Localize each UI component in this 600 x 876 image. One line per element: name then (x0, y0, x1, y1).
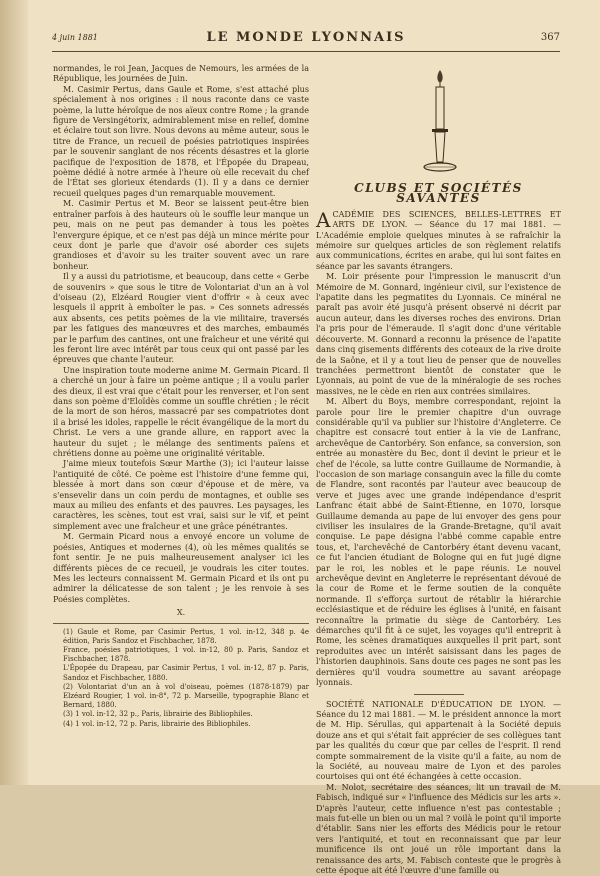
paragraph: Une inspiration toute moderne anime M. Germain Picard. Il a cherché un jour à faire un poème antique ; il a voulu parler des dieux, il est vrai que c'était pour les renverser, et l'on sent dans son poème d'Eloïdès comme un souffle chrétien ; le récit de la mort de son héros, massacré par ses compatriotes dont il a brisé les idoles, rappelle le récit évangélique de la mort du Christ. Le vers a une grande allure, en rapport avec la hauteur du sujet ; le mélange des sentiments païens et chrétiens donne au poème une originalité véritable. (53, 365, 309, 459)
paragraph-text: CADÉMIE DES SCIENCES, BELLES-LETTRES ET ARTS DE LYON. — Séance du 17 mai 1881. — L'Académie emploie quelques minutes à se rafraîchir la mémoire sur quelques articles de son règlement relatifs aux communications, écrites en arabe, qui lui sont faites en séance par les savants étrangers. (316, 209, 561, 271)
page-number: 367 (540, 32, 560, 43)
footnote: France, poésies patriotiques, 1 vol. in-12, 80 p. Paris, Sandoz et Fischbacher, 1878. (63, 645, 309, 664)
page-header (52, 30, 560, 48)
section-title: CLUBS ET SOCIÉTÉS SAVANTES (354, 181, 523, 206)
footnote: (3) 1 vol. in-12, 32 p., Paris, librairie des Bibliophiles. (63, 710, 253, 719)
footnote: (2) Volontariat d'un an à vol d'oiseau, poèmes (1878-1879) par Elzéard Rougier, 1 vol. in-8°, 72 p. Marseille, typographie Blanc et Bernard, 1880. (63, 682, 309, 710)
candlestick-icon (420, 68, 460, 178)
left-column (53, 64, 309, 729)
section-divider (414, 694, 464, 695)
paragraph: normandes, le roi Jean, Jacques de Nemours, les armées de la République, les journées de Juin. (53, 64, 309, 84)
footnote-rule (53, 623, 309, 624)
paragraph: M. Nolot, secrétaire des séances, lit un travail de M. Fabisch, indiqué sur « l'influence des Médicis sur les arts ». D'après l'auteur, cette influence n'est pas contestable ; mais fut-elle un bien ou un mal ? voilà le point qu'il importe d'établir. Sans nier les efforts des Médicis pour le retour vers l'antiquité, et tout en reconnaissant que par leur munificence ils ont joué un rôle important dans la renaissance des arts, M. Fabisch conteste que le progrès à cette époque ait été l'œuvre d'une famille ou (316, 782, 561, 875)
paragraph: M. Casimir Pertus, dans Gaule et Rome, s'est attaché plus spécialement à nos origines : il nous raconte dans ce vaste poème, la lutte héroïque de nos aïeux contre Rome ; la grande figure de Versingétorix, admirablement mise en relief, domine et éclaire tout son livre. Nous devons au même auteur, sous le titre de France, un recueil de poésies patriotiques inspirées par le souvenir sanglant de nos récents désastres et la glorie pacifique de l'exposition de 1878, et l'Épopée du Drapeau, poème dédié à notre armée à l'heure où elle recevait du chef de l'État ses glorieux étendards (1). Il y a dans ce dernier recueil quelques pages d'un remarquable mouvement. (53, 84, 309, 198)
paragraph: J'aime mieux toutefois Sœur Marthe (3); ici l'auteur laisse l'antiquité de côté. Ce poème est l'histoire d'une femme qui, blessée à mort dans son cœur d'épouse et de mère, va s'ensevelir dans un coin perdu de montagnes, et oublie ses maux au milieu des enfants et des pauvres. Les paysages, les caractères, les scènes, tout est vrai, saisi sur le vif, et peint simplement avec une fraîcheur et une grâce pénétrantes. (53, 459, 309, 531)
footnotes (53, 628, 309, 729)
page-fold-shadow (0, 0, 28, 785)
signature: X. (176, 608, 186, 618)
candle-illustration (316, 64, 561, 179)
header-date: 4 juin 1881 (52, 33, 98, 42)
footnote: (1) Gaule et Rome, par Casimir Pertus, 1 vol. in-12, 348 p. 4e édition, Paris Sandoz et Fischbacher, 1878. (63, 627, 309, 645)
right-column (316, 64, 561, 876)
header-rule (52, 51, 560, 52)
footnote: L'Épopée du Drapeau, par Casimir Pertus, 1 vol. in-12, 87 p. Paris, Sandoz et Fischbacher, 1880. (63, 664, 309, 682)
footnote: (4) 1 vol. in-12, 72 p. Paris, librairie des Bibliophiles. (63, 719, 251, 728)
paragraph: M. Albert du Boys, membre correspondant, rejoint la parole pour lire le premier chapitre d'un ouvrage considérable qu'il va publier sur l'histoire d'Angleterre. Ce chapitre est consacré tout entier à la vie de Lanfranc, archevêque de Cantorbéry. Son enfance, sa conversion, son entrée au monastère du Bec, dont il devint le prieur et le chef de l'école, sa lutte contre Guillaume de Normandie, à l'occasion de son mariage consanguin avec la fille du comte de Flandre, sont racontés par l'auteur avec beaucoup de verve et juges avec une grande indépendance d'esprit Lanfranc était abbé de Saint-Étienne, en 1070, lorsque Guillaume demanda au pape de lui envoyer des gens pour civiliser les insulaires de la Grande-Bretagne, qu'il avait conquise. Le pape désigna l'abbé comme capable entre tous, et, l'archevêché de Cantorbéry étant devenu vacant, ce fut l'ancien étudiant de Bologne qui en fut jugé digne par le roi, les nobles et le pape réunis. Le nouvel archevêque devint en Angleterre le représentant dévoué de la cour de Rome et le ferme soutien de la conquête normande. Il s'efforça surtout de rétablir la hiérarchie ecclésiastique et de réduire les églises à l'unité, en faisant reconnaître la primatie du siège de Cantorbéry. Les démarches qu'il fit à ce sujet, les voyages qu'il entreprit à Rome, les scènes dramatiques auxquelles il prit part, sont reproduites avec un intérêt saisissant dans les pages de l'historien dauphinois. Sans doute ces pages ne sont pas les dernières qu'il voudra soumettre au savant aréopage lyonnais. (316, 397, 561, 688)
drop-cap: A (316, 207, 331, 232)
paragraph: Il y a aussi du patriotisme, et beaucoup, dans cette « Gerbe de souvenirs » que sous le titre de Volontariat d'un an à vol d'oiseau (2), Elzéard Rougier vient d'offrir « à ceux avec lesquels il apprit à emboîter le pas. » Ces sonnets adressés aux absents, ces petits poèmes de la vie militaire, traversés par les fatigues des manœuvres et des marches, embaumés par le parfum des cantines, ont une fraîcheur et une vérité qui les feront lire avec intérêt par tous ceux qui ont passé par les épreuves que chante l'auteur. (53, 272, 309, 365)
masthead-title: LE MONDE LYONNAIS (206, 30, 406, 45)
paragraph: SOCIÉTÉ NATIONALE D'ÉDUCATION DE LYON. — Séance du 12 mai 1881. — M. le président annonce la mort de M. Hip. Sérullas, qui appartenait à la Société depuis douze ans et qui s'était fait apprécier de ses collègues tant par les qualités du cœur que par celles de l'esprit. Il rend compte sommairement de la visite qu'il a faite, au nom de la Société, au nouveau maire de Lyon et des paroles courtoises qui ont été échangées à cette occasion. (316, 699, 561, 782)
paragraph (316, 207, 561, 272)
paragraph: M. Casimir Pertus et M. Beor se laissent peut-être bien entraîner parfois à des hauteurs où le souffle leur manque un peu, mais on ne peut pas demander à tous les poètes l'envergure épique, et ce n'est pas déjà un mince mérite pour ceux dont je parle que d'avoir osé aborder ces sujets grandioses et d'avoir su les traiter souvent avec un rare bonheur. (53, 199, 309, 271)
paragraph: M. Loir présente pour l'impression le manuscrit d'un Mémoire de M. Gonnard, ingénieur civil, sur l'existence de l'apatite dans les pegmatites du Lyonnais. Ce minéral ne paraît pas avoir été jusqu'à présent observé ni décrit par aucun auteur, dans les diverses roches des environs. Drian l'a pris pour de l'émeraude. Il s'agit donc d'une véritable découverte. M. Gonnard a reconnu la présence de l'apatite dans cinq gisements différents des coteaux de la rive droite de la Saône, et il y a tout lieu de penser que de nouvelles tranchées permettront bientôt de constater que le Lyonnais, au point de vue de la minéralogie de ses roches massives, ne le cède en rien aux contrées similaires. (316, 272, 561, 396)
paragraph: M. Germain Picard nous a envoyé encore un volume de poésies, Antiques et modernes (4), où les mêmes qualités se font sentir. Je ne puis malheureusement analyser ici les différents pièces de ce recueil, je voudrais les citer toutes. Mes les lecteurs connaissent M. Germain Picard et ils ont pu admirer la délicatesse de son talent ; je les renvoie à ses Poésies complètes. (53, 532, 309, 604)
